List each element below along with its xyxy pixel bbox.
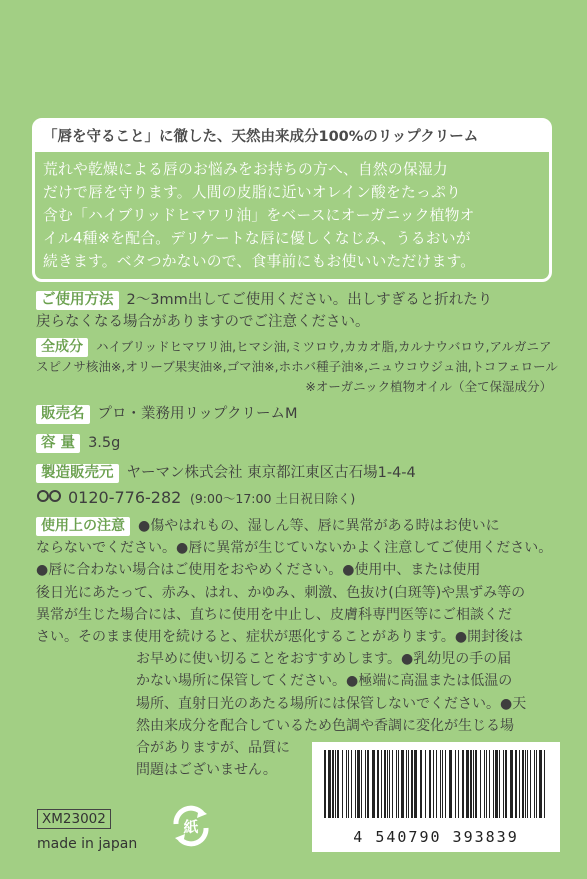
description-panel <box>32 118 552 282</box>
free-dial-icon <box>36 488 64 510</box>
barcode-bar <box>442 750 443 818</box>
description-line: 荒れや乾燥による唇のお悩みをお持ちの方へ、自然の保湿力 <box>43 161 448 178</box>
caution-line: お早めに使い切ることをおすすめします。●乳幼児の手の届 <box>136 651 512 668</box>
caution-line: ならないでください。●唇に異常が生じていないかよく注意してご使用ください。 <box>36 540 553 557</box>
barcode-bar <box>536 750 537 818</box>
barcode-bar <box>346 750 347 818</box>
barcode-bar <box>534 750 535 818</box>
description-line: だけで唇を守ります。人間の皮脂に近いオレイン酸をたっぷり <box>43 184 461 201</box>
description-line: 続きます。ベタつかないので、食事前にもお使いいただけます。 <box>43 253 476 270</box>
barcode-bar <box>530 750 531 818</box>
caution-line: 異常が生じた場合には、直ちに使用を中止し、皮膚科専門医等にご相談くだ <box>36 606 512 623</box>
barcode-bar <box>440 750 441 818</box>
barcode-bar <box>458 750 459 818</box>
barcode-bar <box>414 750 417 818</box>
barcode-bar <box>348 750 349 818</box>
barcode-bar <box>436 750 437 818</box>
lot-code: XM23002 <box>37 809 111 829</box>
barcode-bar <box>475 750 477 818</box>
barcode <box>312 742 560 852</box>
barcode-bar <box>357 750 360 818</box>
barcode-bar <box>332 750 334 818</box>
ingredients-line-2: スピノサ核油※,オリーブ果実油※,ゴマ油※,ホホバ種子油※,ニュウコウジュ油,トコフェロール <box>36 359 558 374</box>
barcode-bar <box>515 750 517 818</box>
barcode-bar <box>462 750 464 818</box>
barcode-bar <box>401 750 404 818</box>
barcode-bar <box>398 750 399 818</box>
barcode-bar <box>466 750 469 818</box>
caution-line: 然由来成分を配合しているため色調や香調に変化が生じる場 <box>136 717 514 734</box>
barcode-bar <box>445 750 446 818</box>
barcode-bar <box>473 750 474 818</box>
barcode-bar <box>337 750 339 818</box>
ingredients-line-1: ハイブリッドヒマワリ油,ヒマシ油,ミツロウ,カカオ脂,カルナウバロウ,アルガニア <box>96 339 552 354</box>
paper-recycle-icon <box>168 804 214 852</box>
caution-line: さい。そのまま使用を続けると、症状が悪化することがあります。●開封後は <box>36 629 524 646</box>
ingredients-label: 全成分 <box>36 338 88 357</box>
barcode-bar <box>392 750 393 818</box>
capacity-value: 3.5g <box>88 435 121 451</box>
barcode-bar <box>522 750 524 818</box>
capacity-section <box>36 432 120 454</box>
description-line: イル4種※を配合。デリケートな唇に優しくなじみ、うるおいが <box>43 230 471 247</box>
barcode-bar <box>489 750 490 818</box>
manufacturer-label: 製造販売元 <box>36 464 119 483</box>
barcode-bar <box>544 750 545 818</box>
barcode-bar <box>355 750 356 818</box>
caution-line: かない場所に保管してください。●極端に高温または低温の <box>136 673 513 690</box>
barcode-bar <box>433 750 434 818</box>
barcode-bar <box>480 750 481 818</box>
barcode-bar <box>486 750 487 818</box>
barcode-bar <box>335 750 336 818</box>
description <box>35 152 549 279</box>
caution-line: ●唇に合わない場合はご使用をおやめください。●使用中、または使用 <box>36 562 481 579</box>
barcode-bar <box>470 750 472 818</box>
usage-section <box>36 289 492 333</box>
barcode-bar <box>389 750 390 818</box>
usage-text-2: 戻らなくなる場合がありますのでご注意ください。 <box>36 314 370 330</box>
barcode-bar <box>396 750 397 818</box>
usage-text-1: 2〜3mm出してご使用ください。出しすぎると折れたり <box>126 292 493 308</box>
barcode-bar <box>503 750 504 818</box>
recycle-mark-text: 紙 <box>183 818 199 836</box>
barcode-bar <box>324 750 326 818</box>
barcode-number: 4 540790 393839 <box>353 828 519 846</box>
barcode-bar <box>365 750 366 818</box>
caution-line: 場所、直射日光のあたる場所には保管しないでください。●天 <box>136 695 527 712</box>
product-name-section <box>36 403 298 425</box>
caution-label: 使用上の注意 <box>36 517 130 536</box>
barcode-bar <box>499 750 500 818</box>
barcode-bar <box>342 750 343 818</box>
barcode-bar <box>429 750 431 818</box>
barcode-bar <box>425 750 426 818</box>
usage-label: ご使用方法 <box>36 291 119 310</box>
caution-line: 後日光にあたって、赤み、はれ、かゆみ、刺激、色抜け(白斑等)や黒ずみ等の <box>36 584 526 601</box>
manufacturer-section <box>36 462 416 484</box>
product-name-label: 販売名 <box>36 405 90 424</box>
made-in: made in japan <box>37 836 138 852</box>
barcode-bar <box>539 750 542 818</box>
phone-number: 0120-776-282 <box>68 488 182 507</box>
barcode-bar <box>411 750 413 818</box>
barcode-bar <box>519 750 520 818</box>
description-line: 含む「ハイブリッドヒマワリ油」をベースにオーガニック植物オ <box>43 207 475 224</box>
headline: 「唇を守ること」に徹した、天然由来成分100%のリップクリーム <box>35 121 549 152</box>
barcode-bar <box>420 750 422 818</box>
barcode-bar <box>408 750 409 818</box>
caution-line: 合がありますが、品質に <box>136 740 290 757</box>
barcode-bar <box>525 750 526 818</box>
barcode-bar <box>484 750 485 818</box>
barcode-bar <box>455 750 456 818</box>
barcode-bar <box>510 750 513 818</box>
barcode-bar <box>328 750 331 818</box>
barcode-bar <box>377 750 379 818</box>
barcode-bar <box>505 750 507 818</box>
barcode-bar <box>387 750 388 818</box>
barcode-bar <box>495 750 498 818</box>
barcode-bar <box>381 750 382 818</box>
barcode-bar <box>406 750 407 818</box>
barcode-bar <box>449 750 452 818</box>
barcode-bar <box>351 750 352 818</box>
barcode-bar <box>367 750 369 818</box>
caution-line: 問題はございません。 <box>136 762 277 779</box>
manufacturer-value: ヤーマン株式会社 東京都江東区古石場1-4-4 <box>126 465 416 481</box>
barcode-bar <box>493 750 494 818</box>
ingredients-note: ※オーガニック植物オイル（全て保湿成分） <box>305 379 552 394</box>
ingredients-section <box>36 337 558 397</box>
barcode-bar <box>372 750 375 818</box>
phone-section <box>36 487 355 510</box>
barcode-bars <box>322 750 550 818</box>
product-name-value: プロ・業務用リップクリームM <box>97 406 298 422</box>
caution-line: ●傷やはれもの、湿しん等、唇に異常がある時はお使いに <box>138 518 500 534</box>
capacity-label: 容 量 <box>36 434 80 453</box>
barcode-bar <box>527 750 528 818</box>
barcode-bar <box>361 750 362 818</box>
phone-hours: (9:00〜17:00 土日祝日除く) <box>189 491 356 506</box>
barcode-bar <box>384 750 386 818</box>
